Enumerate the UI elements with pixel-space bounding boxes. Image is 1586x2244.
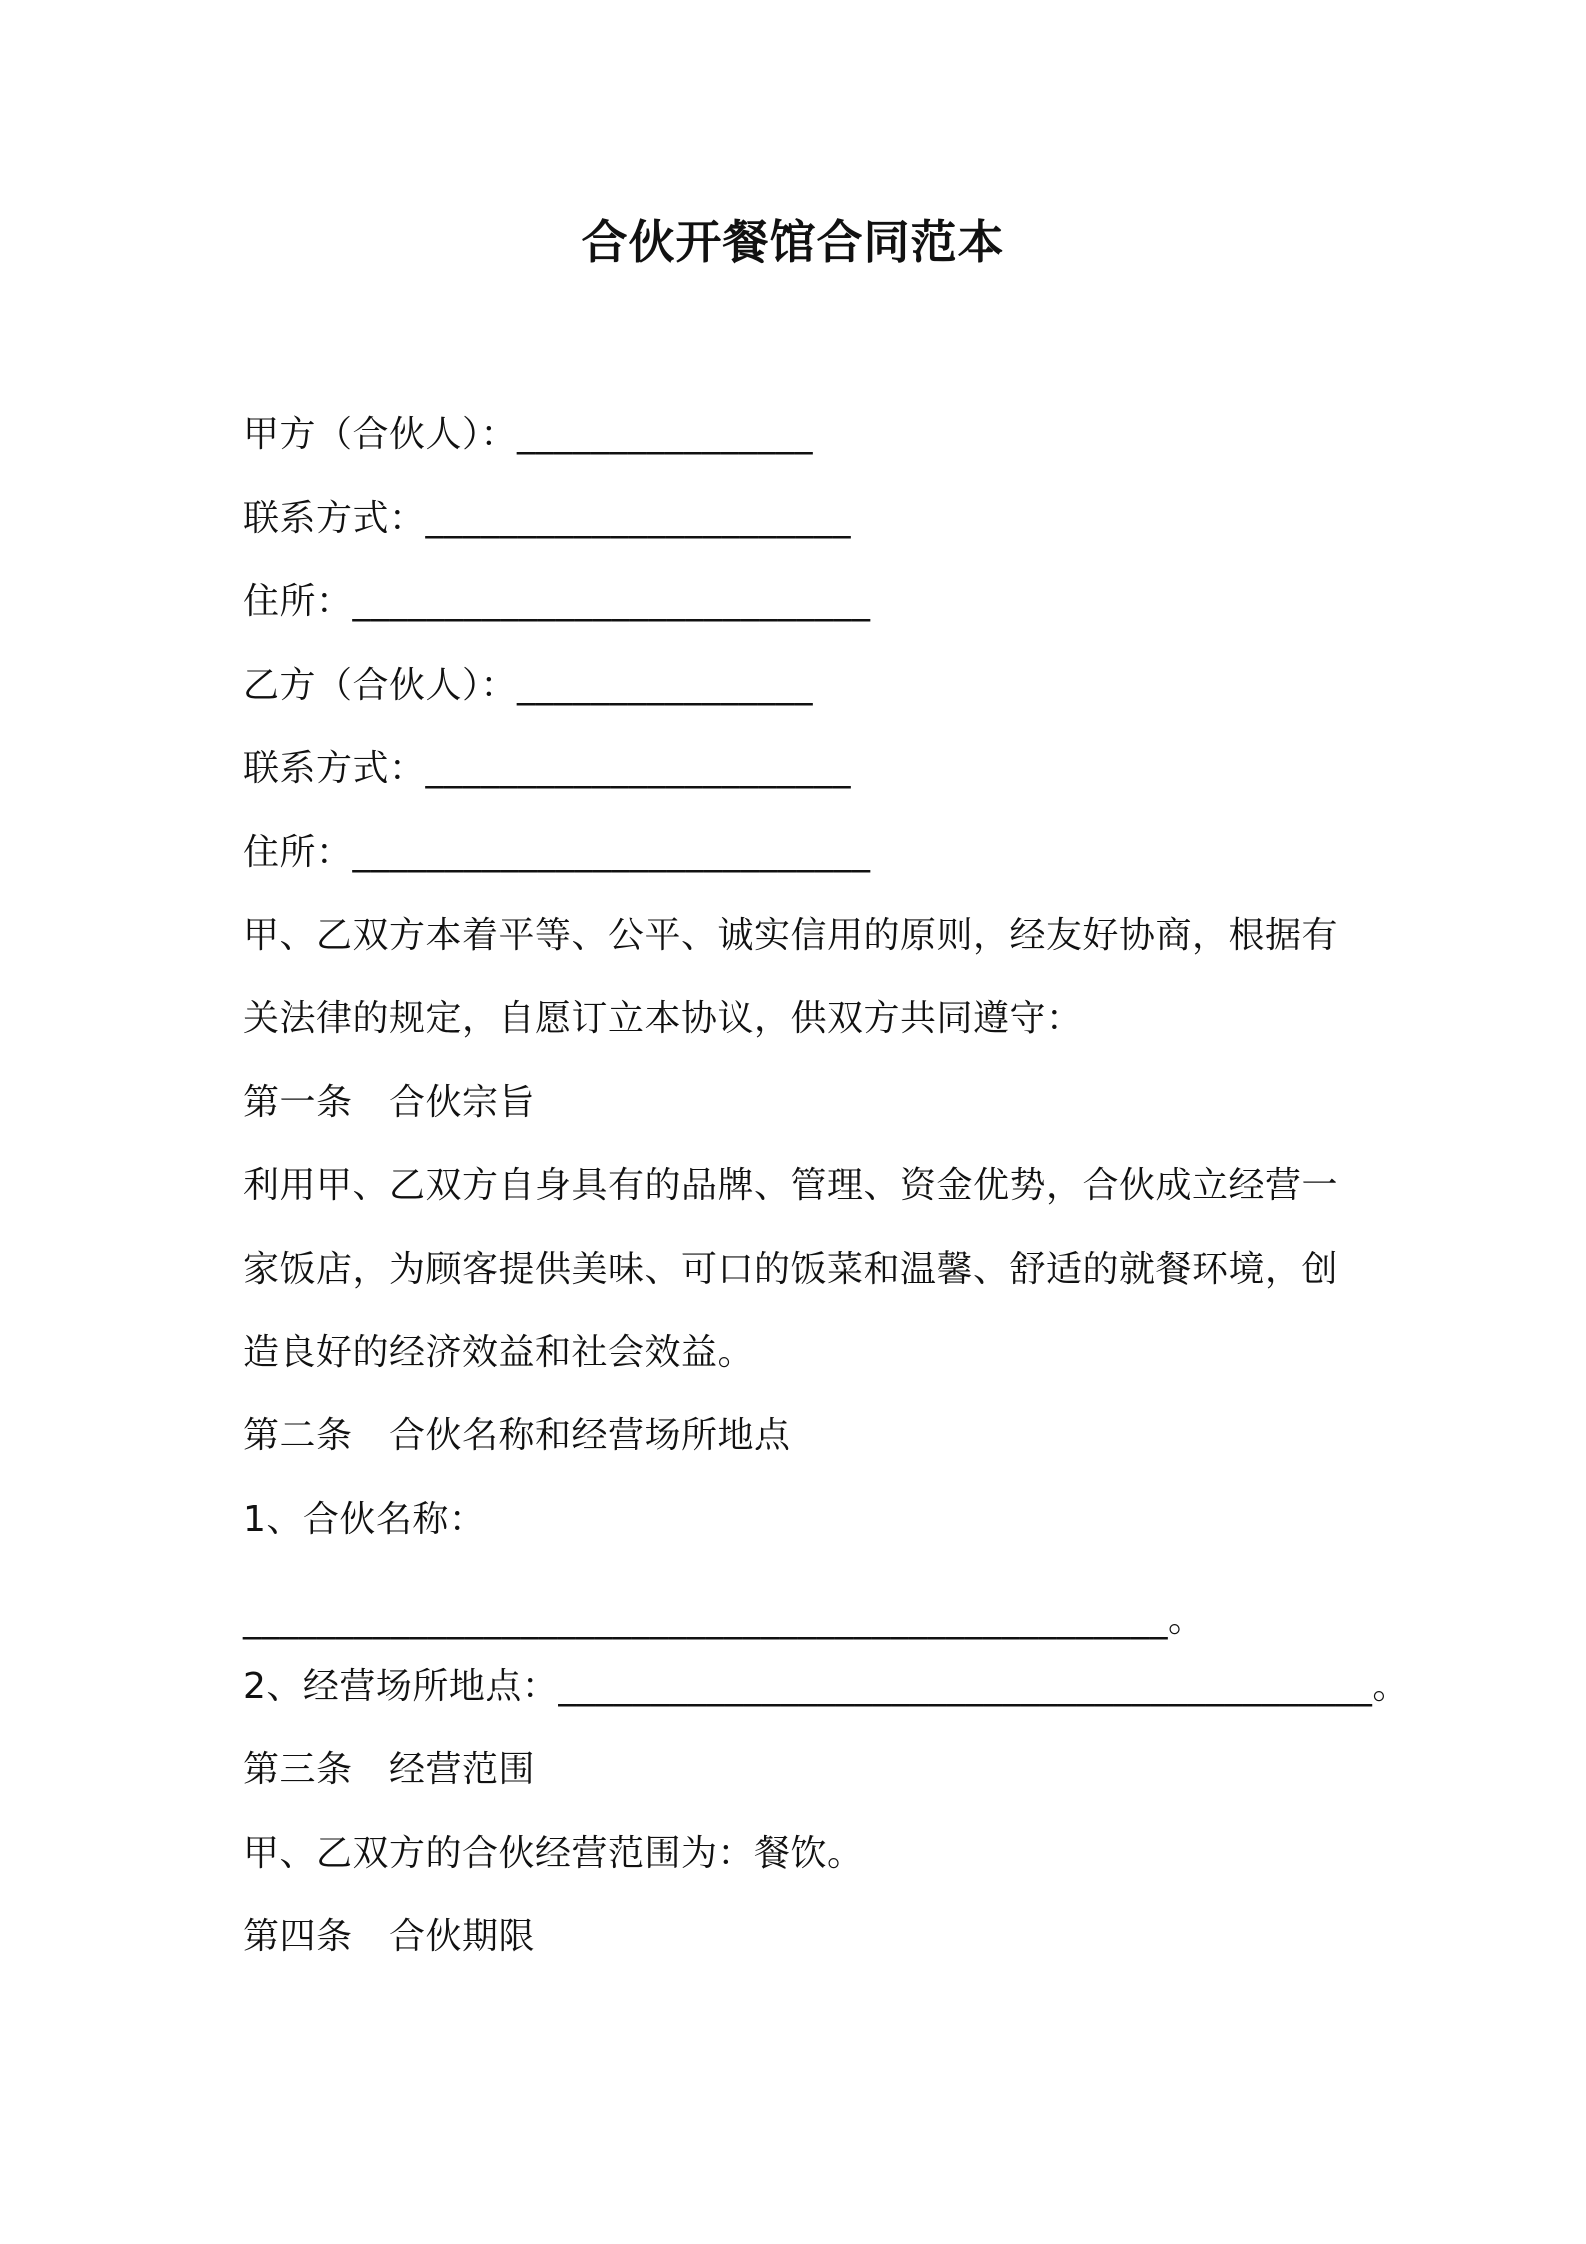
party-b-label-line: 乙方（合伙人）：________________ <box>243 665 814 706</box>
party-a-contact-line: 联系方式：_______________________ <box>243 498 852 539</box>
partnership-name-blank: __________________________________________________。 <box>243 1599 1205 1640</box>
partnership-name-label: 1、合伙名称： <box>243 1499 486 1540</box>
article-1-body-line-1: 利用甲、乙双方自身具有的品牌、管理、资金优势，合伙成立经营一 <box>243 1165 1339 1206</box>
party-b-address-line: 住所：____________________________ <box>243 832 871 873</box>
article-1-heading: 第一条 合伙宗旨 <box>243 1082 536 1123</box>
article-3-body: 甲、乙双方的合伙经营范围为：餐饮。 <box>243 1833 864 1874</box>
article-1-body-line-3: 造良好的经济效益和社会效益。 <box>243 1332 755 1373</box>
article-2-heading: 第二条 合伙名称和经营场所地点 <box>243 1415 791 1456</box>
preamble-line-1: 甲、乙双方本着平等、公平、诚实信用的原则，经友好协商，根据有 <box>243 915 1339 956</box>
party-b-contact-line: 联系方式：_______________________ <box>243 748 852 789</box>
document-title: 合伙开餐馆合同范本 <box>581 215 1005 269</box>
article-1-body-line-2: 家饭店，为顾客提供美味、可口的饭菜和温馨、舒适的就餐环境，创 <box>243 1249 1339 1290</box>
preamble-line-2: 关法律的规定，自愿订立本协议，供双方共同遵守： <box>243 998 1083 1039</box>
party-a-address-line: 住所：____________________________ <box>243 581 871 622</box>
party-a-label-line: 甲方（合伙人）：________________ <box>243 414 814 455</box>
article-3-heading: 第三条 经营范围 <box>243 1749 536 1790</box>
article-4-heading: 第四条 合伙期限 <box>243 1916 536 1957</box>
business-location-line: 2、经营场所地点：____________________________________________。 <box>243 1666 1409 1707</box>
